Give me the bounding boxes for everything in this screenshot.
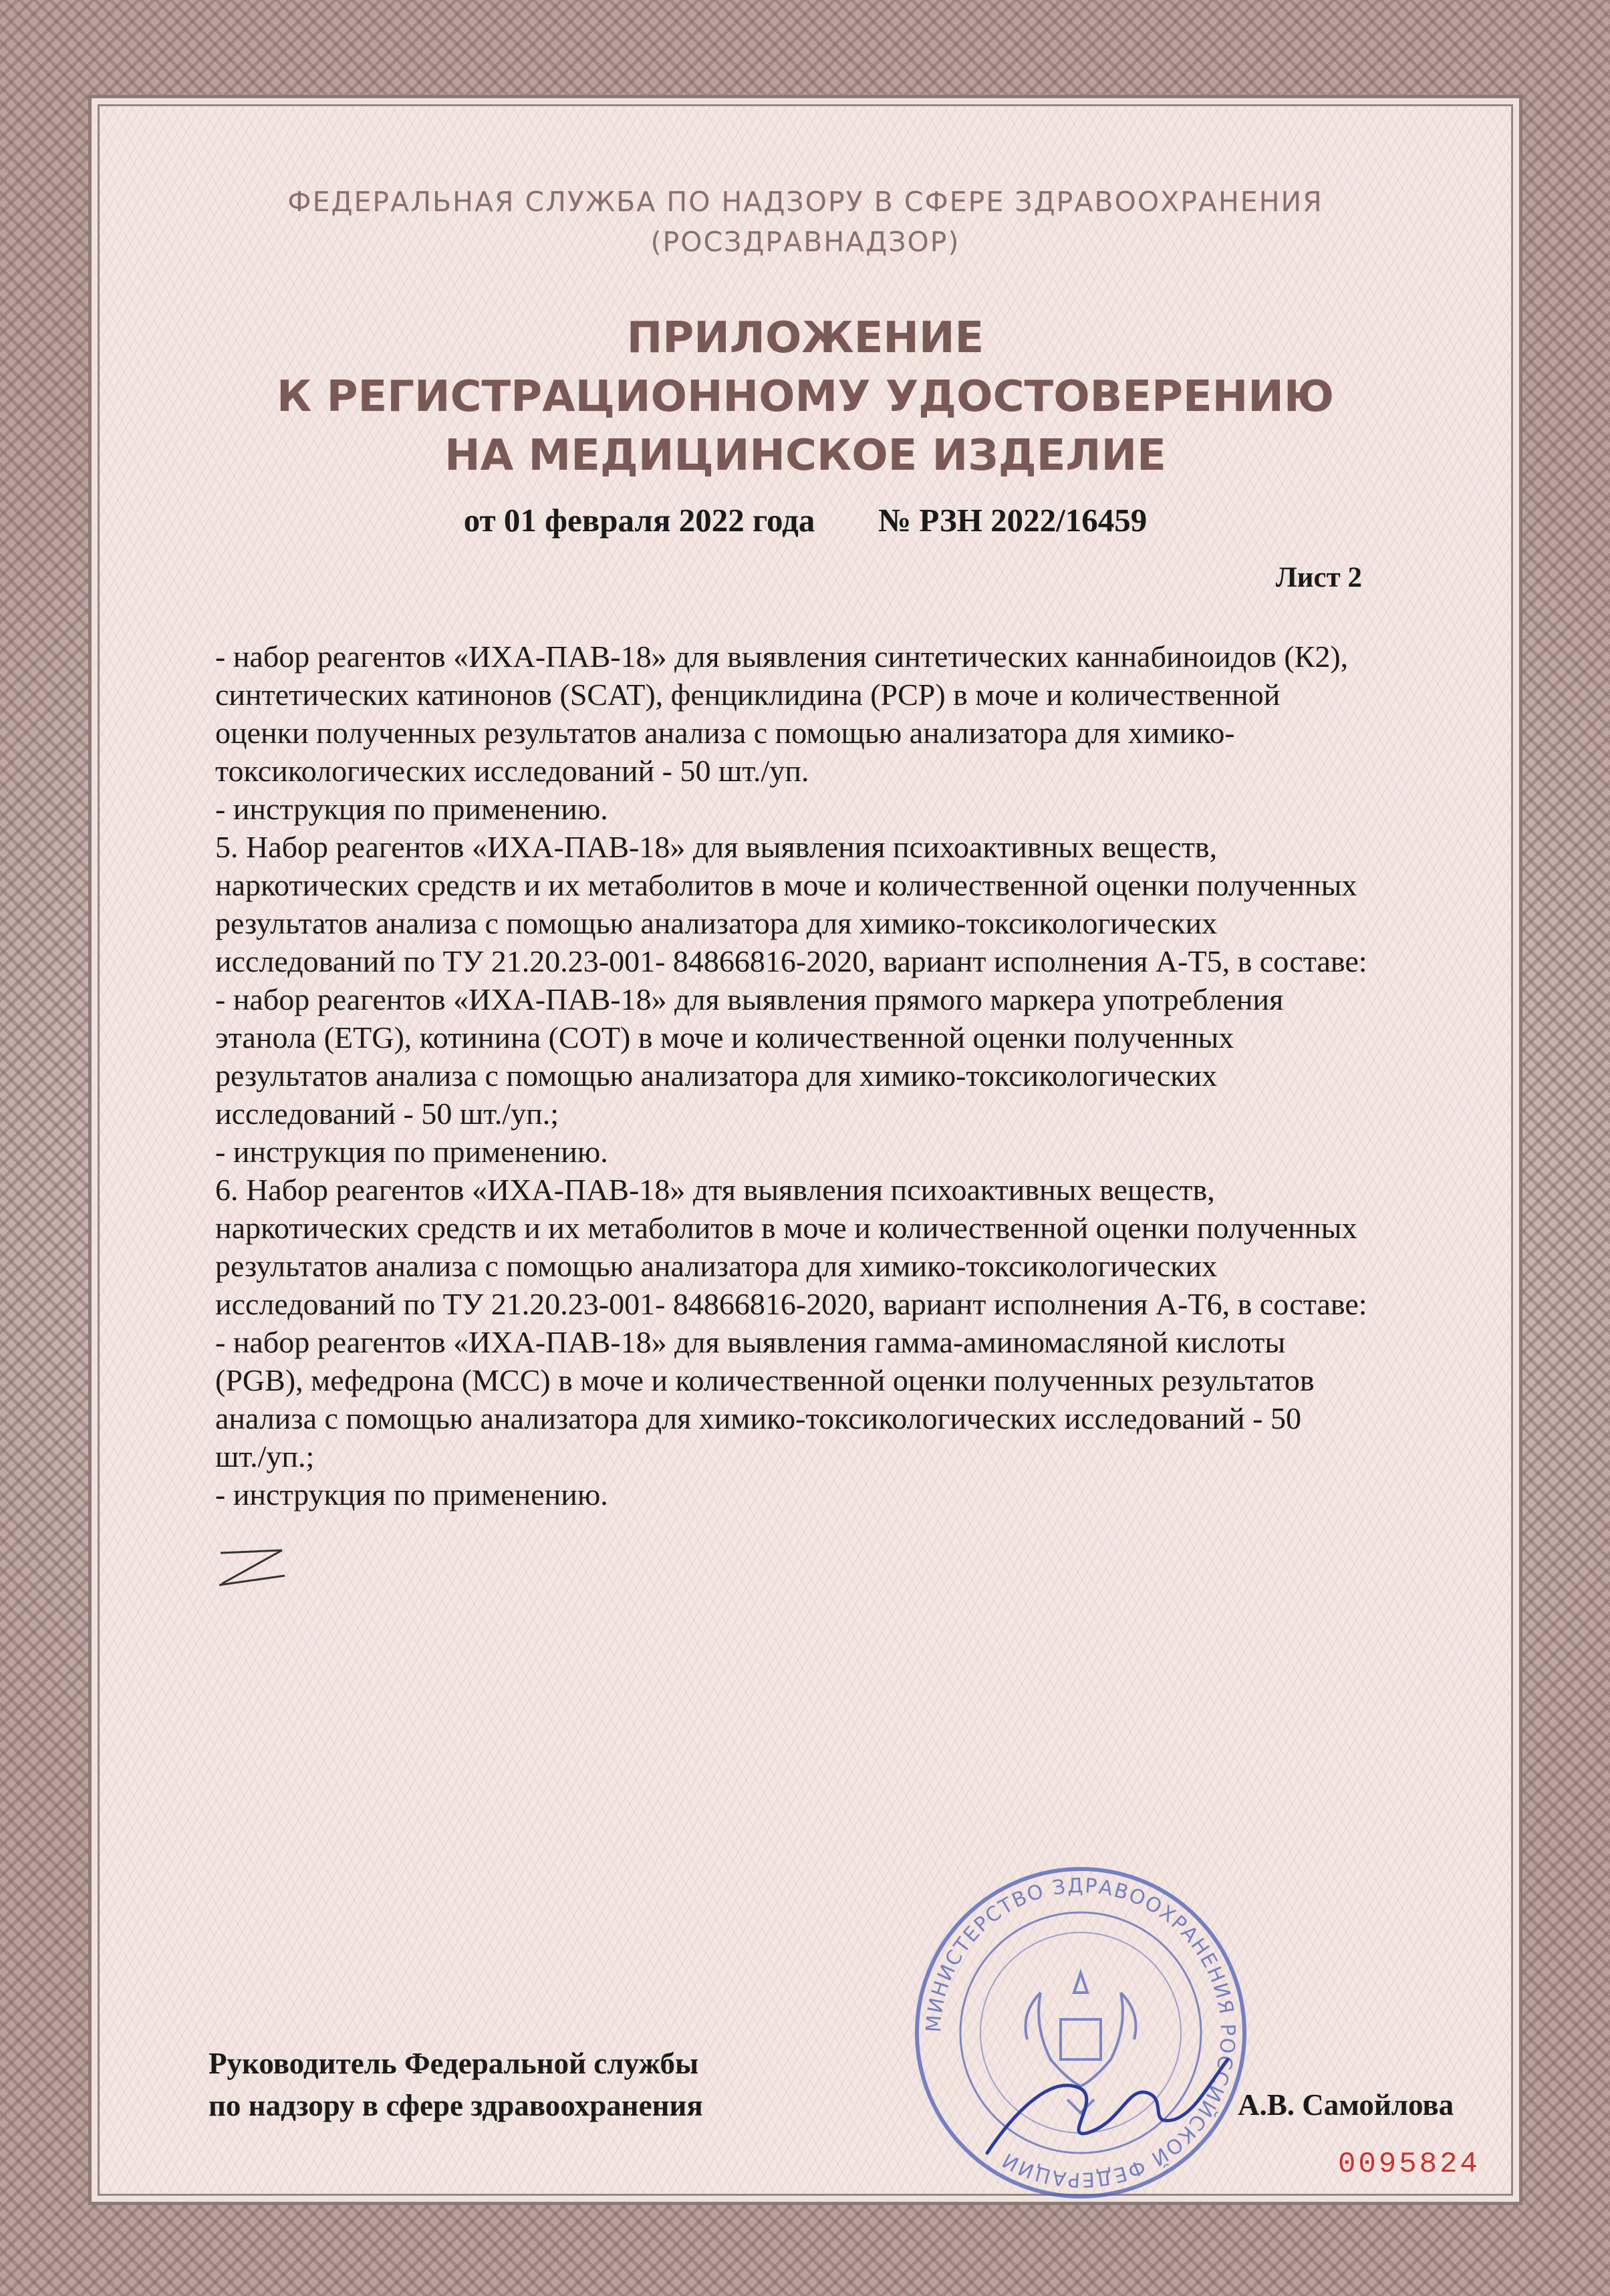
- certificate-inner-field: [88, 95, 1522, 2205]
- sheet-number: Лист 2: [1275, 562, 1362, 593]
- body-line: результатов анализа с помощью анализатора для химико-токсикологических: [215, 906, 1218, 940]
- end-of-text-mark: [215, 1546, 289, 1593]
- document-title: [88, 309, 1522, 485]
- signer-name: А.В. Самойлова: [1238, 2088, 1454, 2122]
- body-line: исследований по ТУ 21.20.23-001- 84866816-2020, вариант исполнения А-Т6, в составе:: [215, 1287, 1367, 1321]
- body-line: этанола (ETG), котинина (СОТ) в моче и количественной оценки полученных: [215, 1020, 1234, 1054]
- body-line: 5. Набор реагентов «ИХА-ПАВ-18» для выявления психоактивных веществ,: [215, 830, 1218, 864]
- body-line: исследований по ТУ 21.20.23-001- 84866816-2020, вариант исполнения А-Т5, в составе:: [215, 944, 1367, 978]
- issue-date: от 01 февраля 2022 года: [463, 502, 815, 539]
- body-line: шт./уп.;: [215, 1439, 315, 1473]
- body-line: - набор реагентов «ИХА-ПАВ-18» для выявления гамма-аминомасляной кислоты: [215, 1325, 1286, 1359]
- body-line: 6. Набор реагентов «ИХА-ПАВ-18» дтя выявления психоактивных веществ,: [215, 1173, 1215, 1207]
- title-line-3: НА МЕДИЦИНСКОЕ ИЗДЕЛИЕ: [444, 431, 1166, 480]
- body-line: наркотических средств и их метаболитов в моче и количественной оценки полученных: [215, 868, 1357, 902]
- svg-text:МИНИСТЕРСТВО ЗДРАВООХРАНЕНИЯ Р: [922, 1874, 1240, 2192]
- date-number-line: [88, 501, 1522, 539]
- serial-number: 0095824: [1338, 2148, 1480, 2181]
- signer-position: [209, 2043, 703, 2127]
- seal-text: МИНИСТЕРСТВО ЗДРАВООХРАНЕНИЯ РОССИЙСКОЙ ФЕДЕРАЦИИ: [922, 1874, 1240, 2192]
- official-seal-stamp: [907, 1859, 1254, 2206]
- body-line: - инструкция по применению.: [215, 1477, 608, 1512]
- body-line: - инструкция по применению.: [215, 1135, 608, 1169]
- position-line-1: Руководитель Федеральной службы: [209, 2047, 699, 2080]
- body-line: синтетических катинонов (SCAT), фенциклидина (PCP) в моче и количественной: [215, 678, 1281, 712]
- position-line-2: по надзору в сфере здравоохранения: [209, 2089, 703, 2122]
- body-line: - набор реагентов «ИХА-ПАВ-18» для выявления синтетических каннабиноидов (К2),: [215, 639, 1349, 674]
- document-body: [215, 637, 1438, 1514]
- agency-header: [88, 182, 1522, 262]
- agency-name: ФЕДЕРАЛЬНАЯ СЛУЖБА ПО НАДЗОРУ В СФЕРЕ ЗДРАВООХРАНЕНИЯ: [287, 186, 1323, 218]
- body-line: результатов анализа с помощью анализатора для химико-токсикологических: [215, 1058, 1218, 1093]
- body-line: наркотических средств и их метаболитов в моче и количественной оценки полученных: [215, 1211, 1357, 1245]
- body-line: (PGB), мефедрона (МСС) в моче и количественной оценки полученных результатов: [215, 1363, 1315, 1397]
- body-line: - набор реагентов «ИХА-ПАВ-18» для выявления прямого маркера употребления: [215, 982, 1284, 1016]
- body-line: результатов анализа с помощью анализатора для химико-токсикологических: [215, 1249, 1218, 1283]
- body-line: токсикологических исследований - 50 шт./уп.: [215, 754, 809, 788]
- body-line: анализа с помощью анализатора для химико-токсикологических исследований - 50: [215, 1401, 1301, 1435]
- agency-abbreviation: (РОСЗДРАВНАДЗОР): [650, 226, 960, 258]
- title-line-2: К РЕГИСТРАЦИОННОМУ УДОСТОВЕРЕНИЮ: [277, 372, 1334, 422]
- body-line: - инструкция по применению.: [215, 792, 608, 826]
- registration-number: № РЗН 2022/16459: [878, 502, 1148, 539]
- title-line-1: ПРИЛОЖЕНИЕ: [626, 313, 984, 363]
- body-line: исследований - 50 шт./уп.;: [215, 1097, 559, 1131]
- body-line: оценки полученных результатов анализа с помощью анализатора для химико-: [215, 716, 1235, 750]
